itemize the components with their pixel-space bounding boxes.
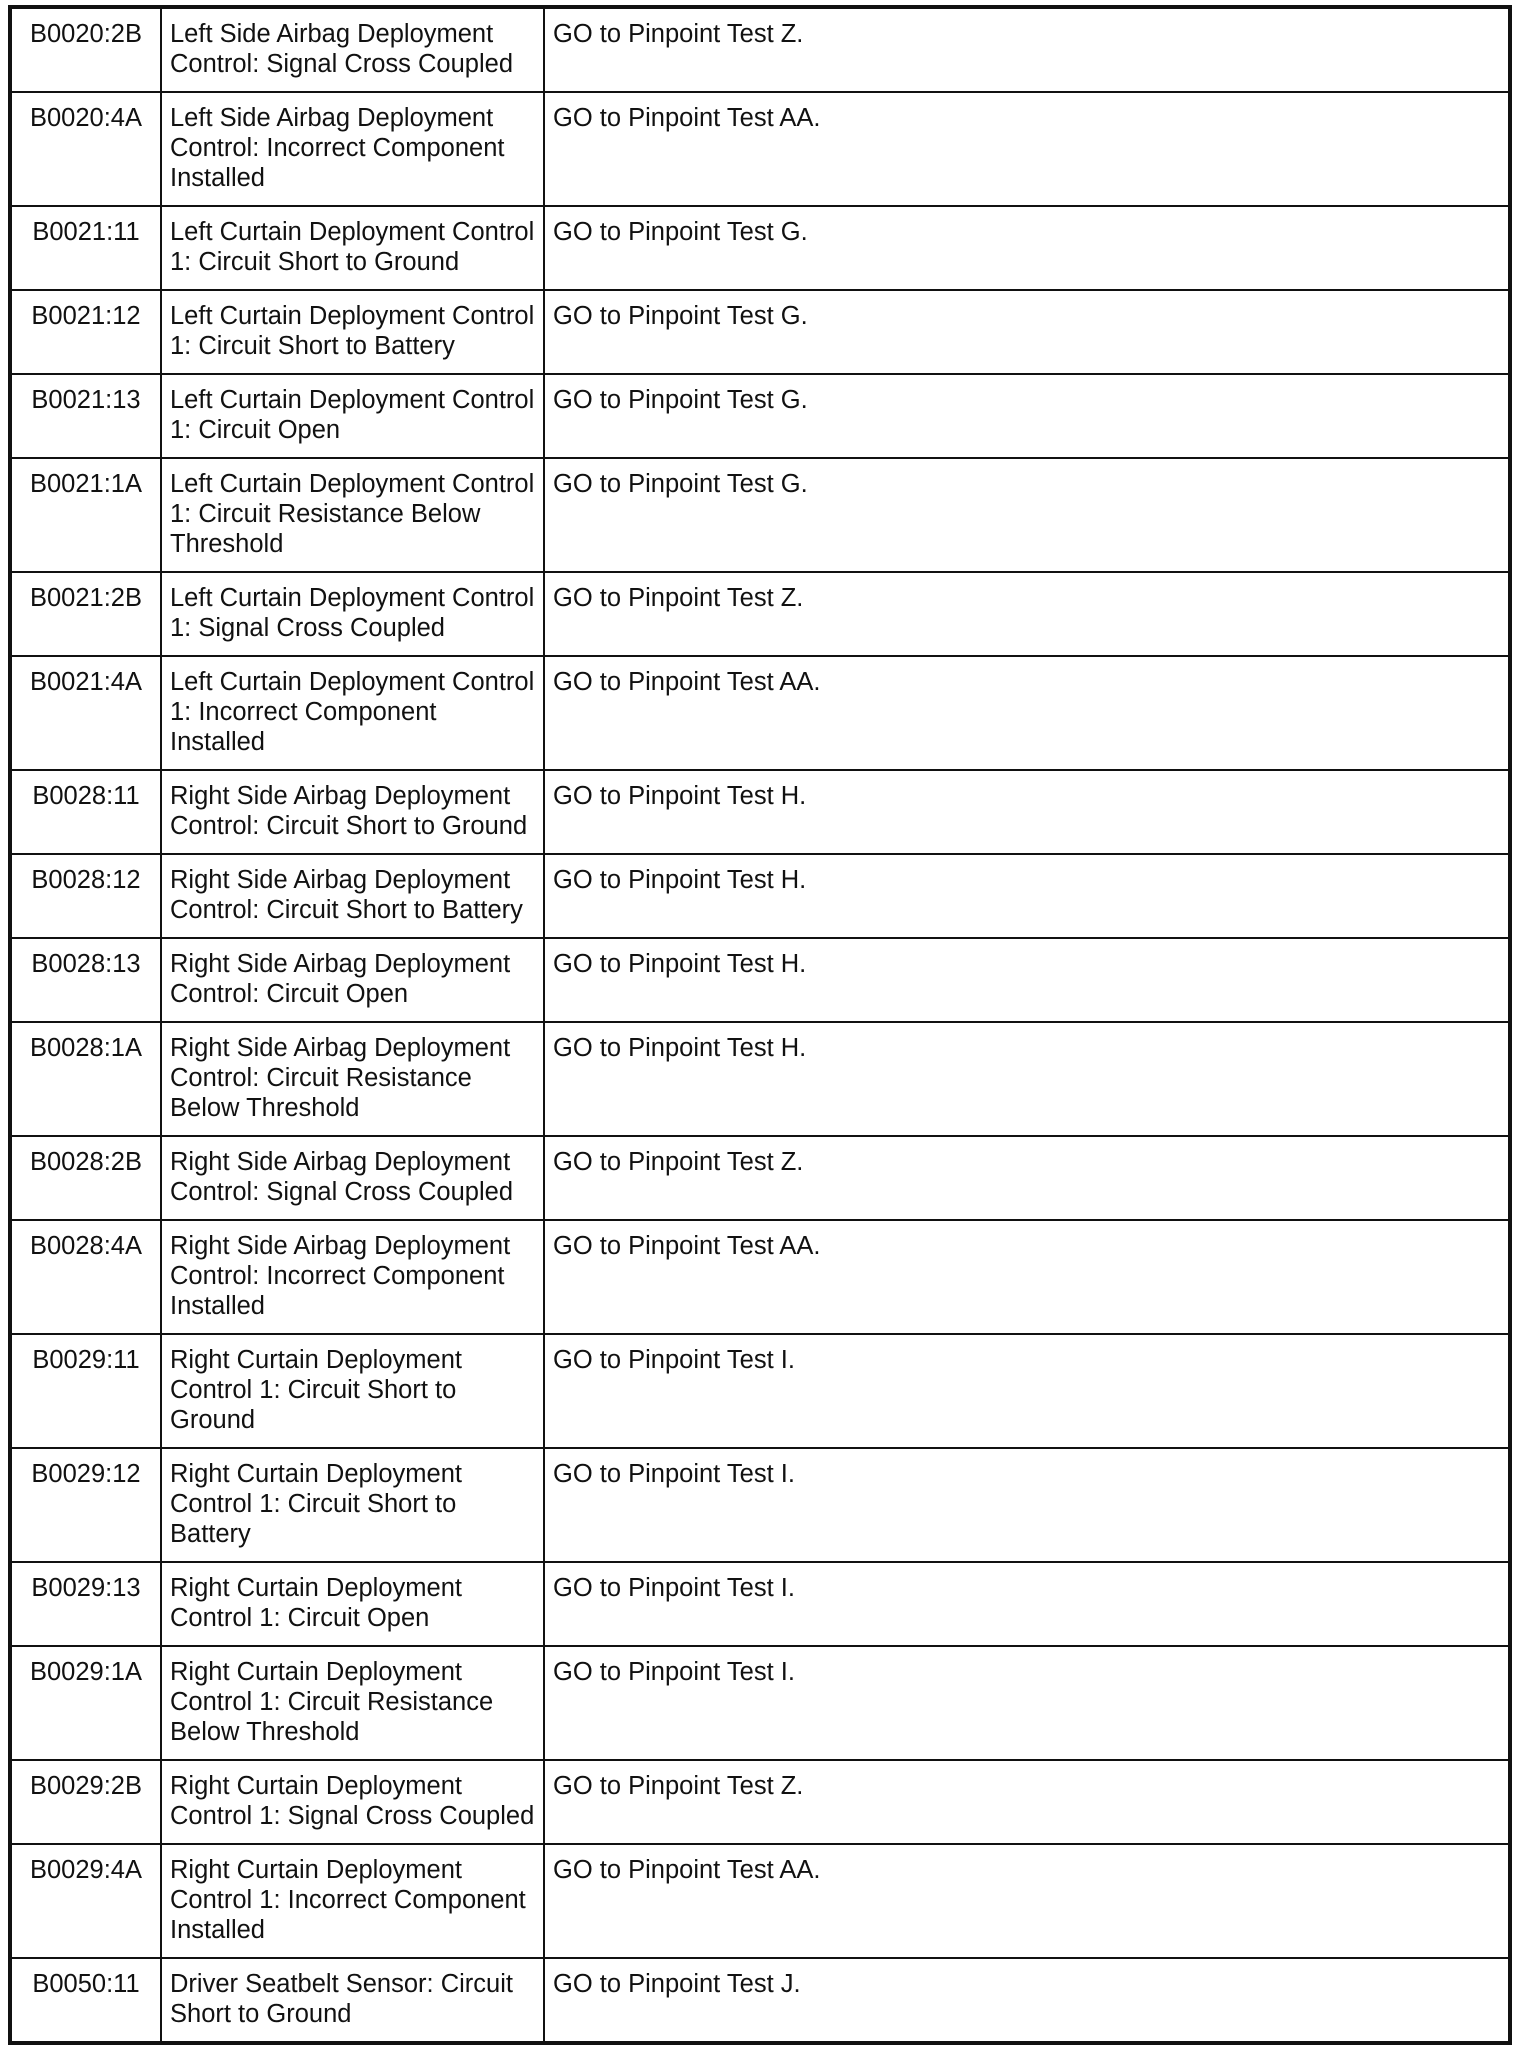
dtc-action: GO to Pinpoint Test Z. xyxy=(544,7,1510,92)
table-row xyxy=(10,1448,1510,1562)
dtc-description: Left Side Airbag Deployment Control: Incorrect Component Installed xyxy=(161,92,544,206)
dtc-description: Right Curtain Deployment Control 1: Circuit Resistance Below Threshold xyxy=(161,1646,544,1760)
dtc-table-body xyxy=(10,7,1510,2043)
dtc-description: Driver Seatbelt Sensor: Circuit Short to Ground xyxy=(161,1958,544,2043)
dtc-description: Right Side Airbag Deployment Control: Circuit Open xyxy=(161,938,544,1022)
table-row xyxy=(10,656,1510,770)
dtc-description: Right Curtain Deployment Control 1: Circuit Open xyxy=(161,1562,544,1646)
dtc-action: GO to Pinpoint Test AA. xyxy=(544,656,1510,770)
dtc-code: B0029:11 xyxy=(10,1334,161,1448)
dtc-code: B0029:4A xyxy=(10,1844,161,1958)
dtc-code: B0028:4A xyxy=(10,1220,161,1334)
dtc-description: Right Side Airbag Deployment Control: Circuit Short to Ground xyxy=(161,770,544,854)
dtc-action: GO to Pinpoint Test G. xyxy=(544,206,1510,290)
dtc-description: Right Side Airbag Deployment Control: Circuit Short to Battery xyxy=(161,854,544,938)
dtc-action: GO to Pinpoint Test AA. xyxy=(544,1220,1510,1334)
dtc-action: GO to Pinpoint Test H. xyxy=(544,938,1510,1022)
dtc-action: GO to Pinpoint Test AA. xyxy=(544,1844,1510,1958)
table-row xyxy=(10,7,1510,92)
table-row xyxy=(10,1136,1510,1220)
dtc-action: GO to Pinpoint Test Z. xyxy=(544,572,1510,656)
dtc-code: B0050:11 xyxy=(10,1958,161,2043)
dtc-action: GO to Pinpoint Test Z. xyxy=(544,1136,1510,1220)
dtc-description: Right Curtain Deployment Control 1: Circuit Short to Battery xyxy=(161,1448,544,1562)
table-row xyxy=(10,458,1510,572)
dtc-action: GO to Pinpoint Test G. xyxy=(544,458,1510,572)
table-row xyxy=(10,1334,1510,1448)
dtc-description: Left Curtain Deployment Control 1: Circuit Resistance Below Threshold xyxy=(161,458,544,572)
dtc-code: B0029:2B xyxy=(10,1760,161,1844)
dtc-code: B0028:12 xyxy=(10,854,161,938)
dtc-code: B0028:13 xyxy=(10,938,161,1022)
table-row xyxy=(10,206,1510,290)
dtc-description: Left Curtain Deployment Control 1: Circuit Short to Battery xyxy=(161,290,544,374)
dtc-action: GO to Pinpoint Test H. xyxy=(544,770,1510,854)
dtc-action: GO to Pinpoint Test I. xyxy=(544,1334,1510,1448)
dtc-description: Right Curtain Deployment Control 1: Incorrect Component Installed xyxy=(161,1844,544,1958)
dtc-action: GO to Pinpoint Test H. xyxy=(544,854,1510,938)
dtc-description: Right Curtain Deployment Control 1: Circuit Short to Ground xyxy=(161,1334,544,1448)
dtc-code: B0029:12 xyxy=(10,1448,161,1562)
table-row xyxy=(10,92,1510,206)
dtc-code: B0028:1A xyxy=(10,1022,161,1136)
dtc-description: Left Curtain Deployment Control 1: Circuit Short to Ground xyxy=(161,206,544,290)
dtc-description: Right Side Airbag Deployment Control: Signal Cross Coupled xyxy=(161,1136,544,1220)
dtc-action: GO to Pinpoint Test I. xyxy=(544,1448,1510,1562)
dtc-action: GO to Pinpoint Test J. xyxy=(544,1958,1510,2043)
dtc-code: B0020:2B xyxy=(10,7,161,92)
table-row xyxy=(10,1022,1510,1136)
dtc-code: B0028:2B xyxy=(10,1136,161,1220)
dtc-description: Left Curtain Deployment Control 1: Incorrect Component Installed xyxy=(161,656,544,770)
table-row xyxy=(10,1844,1510,1958)
dtc-code: B0029:13 xyxy=(10,1562,161,1646)
dtc-description: Left Side Airbag Deployment Control: Signal Cross Coupled xyxy=(161,7,544,92)
dtc-description: Right Side Airbag Deployment Control: Incorrect Component Installed xyxy=(161,1220,544,1334)
dtc-code: B0021:13 xyxy=(10,374,161,458)
dtc-action: GO to Pinpoint Test H. xyxy=(544,1022,1510,1136)
dtc-code: B0021:2B xyxy=(10,572,161,656)
dtc-action: GO to Pinpoint Test G. xyxy=(544,374,1510,458)
table-row xyxy=(10,374,1510,458)
dtc-action: GO to Pinpoint Test G. xyxy=(544,290,1510,374)
table-row xyxy=(10,572,1510,656)
table-row xyxy=(10,938,1510,1022)
dtc-table xyxy=(8,5,1512,2045)
table-row xyxy=(10,1760,1510,1844)
dtc-code: B0021:11 xyxy=(10,206,161,290)
dtc-code: B0021:12 xyxy=(10,290,161,374)
dtc-action: GO to Pinpoint Test Z. xyxy=(544,1760,1510,1844)
dtc-action: GO to Pinpoint Test I. xyxy=(544,1646,1510,1760)
dtc-description: Right Side Airbag Deployment Control: Circuit Resistance Below Threshold xyxy=(161,1022,544,1136)
table-row xyxy=(10,1562,1510,1646)
table-row xyxy=(10,290,1510,374)
dtc-code: B0028:11 xyxy=(10,770,161,854)
dtc-description: Right Curtain Deployment Control 1: Signal Cross Coupled xyxy=(161,1760,544,1844)
table-row xyxy=(10,1958,1510,2043)
table-row xyxy=(10,770,1510,854)
table-row xyxy=(10,1220,1510,1334)
dtc-description: Left Curtain Deployment Control 1: Signal Cross Coupled xyxy=(161,572,544,656)
table-row xyxy=(10,1646,1510,1760)
dtc-action: GO to Pinpoint Test AA. xyxy=(544,92,1510,206)
table-row xyxy=(10,854,1510,938)
dtc-code: B0020:4A xyxy=(10,92,161,206)
dtc-action: GO to Pinpoint Test I. xyxy=(544,1562,1510,1646)
dtc-code: B0021:1A xyxy=(10,458,161,572)
dtc-code: B0029:1A xyxy=(10,1646,161,1760)
dtc-description: Left Curtain Deployment Control 1: Circuit Open xyxy=(161,374,544,458)
dtc-code: B0021:4A xyxy=(10,656,161,770)
